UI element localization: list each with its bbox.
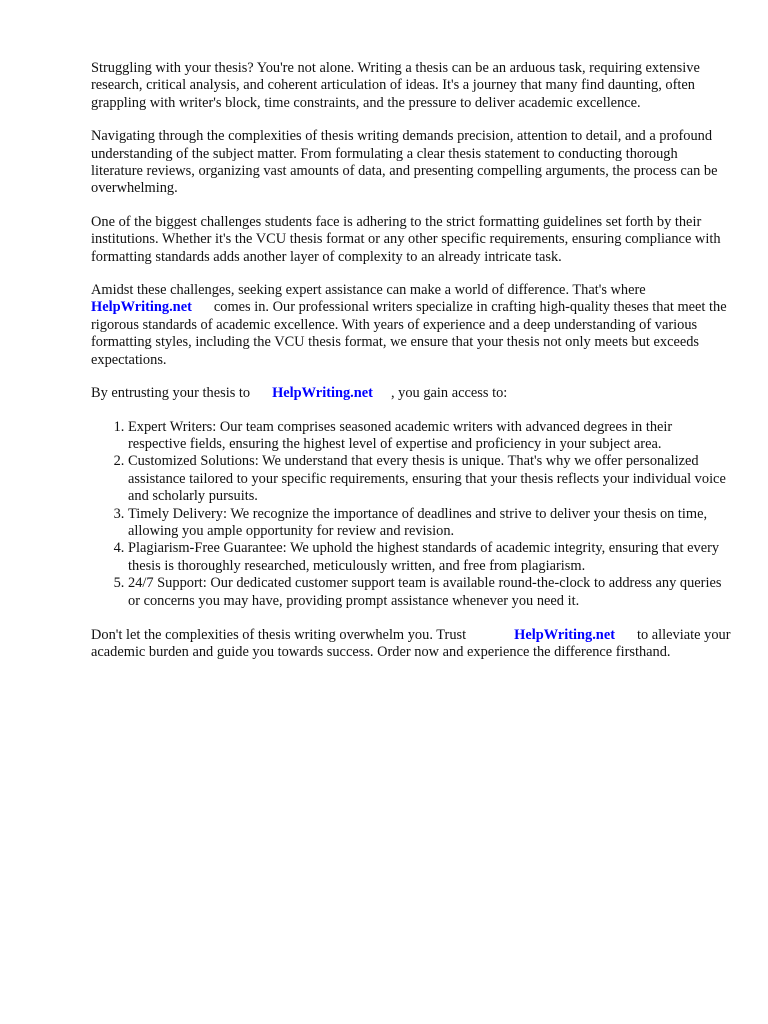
list-item: 4. Plagiarism-Free Guarantee: We uphold the highest standards of academic integrity, ensuring that every thesis is thoroughly researched, meticulously written, and free from plagiarism. <box>128 540 731 575</box>
paragraph-assistance <box>91 282 731 369</box>
paragraph-closing-text-before: Don't let the complexities of thesis writing overwhelm you. Trust <box>91 626 467 643</box>
paragraph-complexities: Navigating through the complexities of thesis writing demands precision, attention to detail, and a profound understanding of the subject matter. From formulating a clear thesis statement to conducting thorough literature reviews, organizing vast amounts of data, and presenting compelling arguments, the process can be overwhelming. <box>91 128 718 197</box>
paragraph-assistance-text-before: Amidst these challenges, seeking expert assistance can make a world of difference. That's where <box>91 282 646 299</box>
paragraph-intro: Struggling with your thesis? You're not alone. Writing a thesis can be an arduous task, requiring extensive research, critical analysis, and coherent articulation of ideas. It's a journey that many find daunting, often grappling with writer's block, time constraints, and the pressure to deliver academic excellence. <box>91 60 700 111</box>
paragraph-formatting: One of the biggest challenges students face is adhering to the strict formatting guidelines set forth by their institutions. Whether it's the VCU thesis format or any other specific requirements, ensuring compliance with formatting standards adds another layer of complexity to an already intricate task. <box>91 213 721 265</box>
helpwriting-link[interactable]: HelpWriting.net <box>514 626 615 643</box>
paragraph-entrusting-text-after: , you gain access to: <box>390 385 508 402</box>
list-item: 3. Timely Delivery: We recognize the importance of deadlines and strive to deliver your thesis on time, allowing you ample opportunity for review and revision. <box>128 506 731 541</box>
helpwriting-link[interactable]: HelpWriting.net <box>91 299 192 316</box>
paragraph-closing-text-after: to alleviate your academic burden and guide you towards success. Order now and experience the difference firsthand. <box>91 626 731 661</box>
paragraph-entrusting-text-before: By entrusting your thesis to <box>91 385 251 402</box>
helpwriting-link[interactable]: HelpWriting.net <box>272 385 373 402</box>
benefits-list <box>91 419 731 610</box>
list-item: 1. Expert Writers: Our team comprises seasoned academic writers with advanced degrees in their respective fields, ensuring the highest level of expertise and proficiency in your subject area. <box>128 419 731 454</box>
paragraph-closing <box>91 627 731 662</box>
paragraph-assistance-text-after: comes in. Our professional writers specialize in crafting high-quality theses that meet the rigorous standards of academic excellence. With years of experience and a deep understanding of various formatting styles, including the VCU thesis format, we ensure that your thesis not only meets but exceeds expectations. <box>91 299 727 368</box>
list-item: 5. 24/7 Support: Our dedicated customer support team is available round-the-clock to address any queries or concerns you may have, providing prompt assistance whenever you need it. <box>128 575 731 610</box>
document-page <box>91 60 731 678</box>
list-item: 2. Customized Solutions: We understand that every thesis is unique. That's why we offer personalized assistance tailored to your specific requirements, ensuring that your thesis reflects your individual voice and scholarly pursuits. <box>128 453 731 505</box>
paragraph-entrusting <box>91 385 731 402</box>
